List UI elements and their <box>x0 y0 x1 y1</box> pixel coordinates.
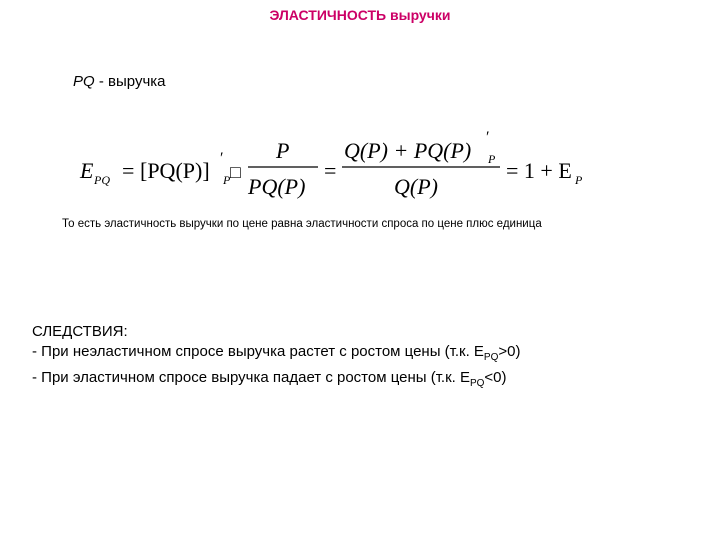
definition-text: - выручка <box>94 73 166 90</box>
formula-rhs: = 1 + E <box>506 158 572 183</box>
consequence-sub: PQ <box>469 378 485 389</box>
definition-line <box>73 73 166 90</box>
frac1-numerator: P <box>276 138 290 163</box>
consequences-block <box>32 322 520 394</box>
formula-prime-1: ′ <box>220 150 224 167</box>
consequences-heading: СЛЕДСТВИЯ: <box>32 323 128 340</box>
consequence-text: - При эластичном спросе выручка падает с ростом цены (т.к. E <box>32 369 470 386</box>
explanation-note: То есть эластичность выручки по цене равна эластичности спроса по цене плюс единица <box>62 218 542 230</box>
consequence-item <box>32 342 520 368</box>
consequence-item <box>32 368 520 394</box>
slide-title: ЭЛАСТИЧНОСТЬ выручки <box>269 7 451 23</box>
frac2-denominator: Q(P) <box>394 174 438 199</box>
frac1-denominator: PQ(P) <box>248 174 306 199</box>
formula-box-glyph: □ <box>230 162 241 182</box>
formula-eq-1: = <box>122 158 135 183</box>
pq-symbol: PQ <box>73 73 95 90</box>
formula-derivative: [PQ(P)] <box>140 158 210 183</box>
formula-svg <box>80 129 600 206</box>
formula-lhs: E <box>80 158 94 183</box>
elasticity-formula <box>80 129 600 206</box>
consequence-sub: PQ <box>483 352 499 363</box>
formula-sub-p-2: P <box>488 152 496 166</box>
formula-rhs-sub: P <box>575 173 583 187</box>
formula-prime-2: ′ <box>486 129 490 146</box>
consequence-suffix: <0) <box>484 369 507 386</box>
formula-eq-2: = <box>324 158 337 183</box>
formula-lhs-sub: PQ <box>94 173 110 187</box>
formula-sub-p-1: P <box>223 173 231 187</box>
frac2-numerator: Q(P) + PQ(P) <box>344 138 472 163</box>
consequence-suffix: >0) <box>498 343 521 360</box>
consequence-text: - При неэластичном спросе выручка растет с ростом цены (т.к. E <box>32 343 484 360</box>
